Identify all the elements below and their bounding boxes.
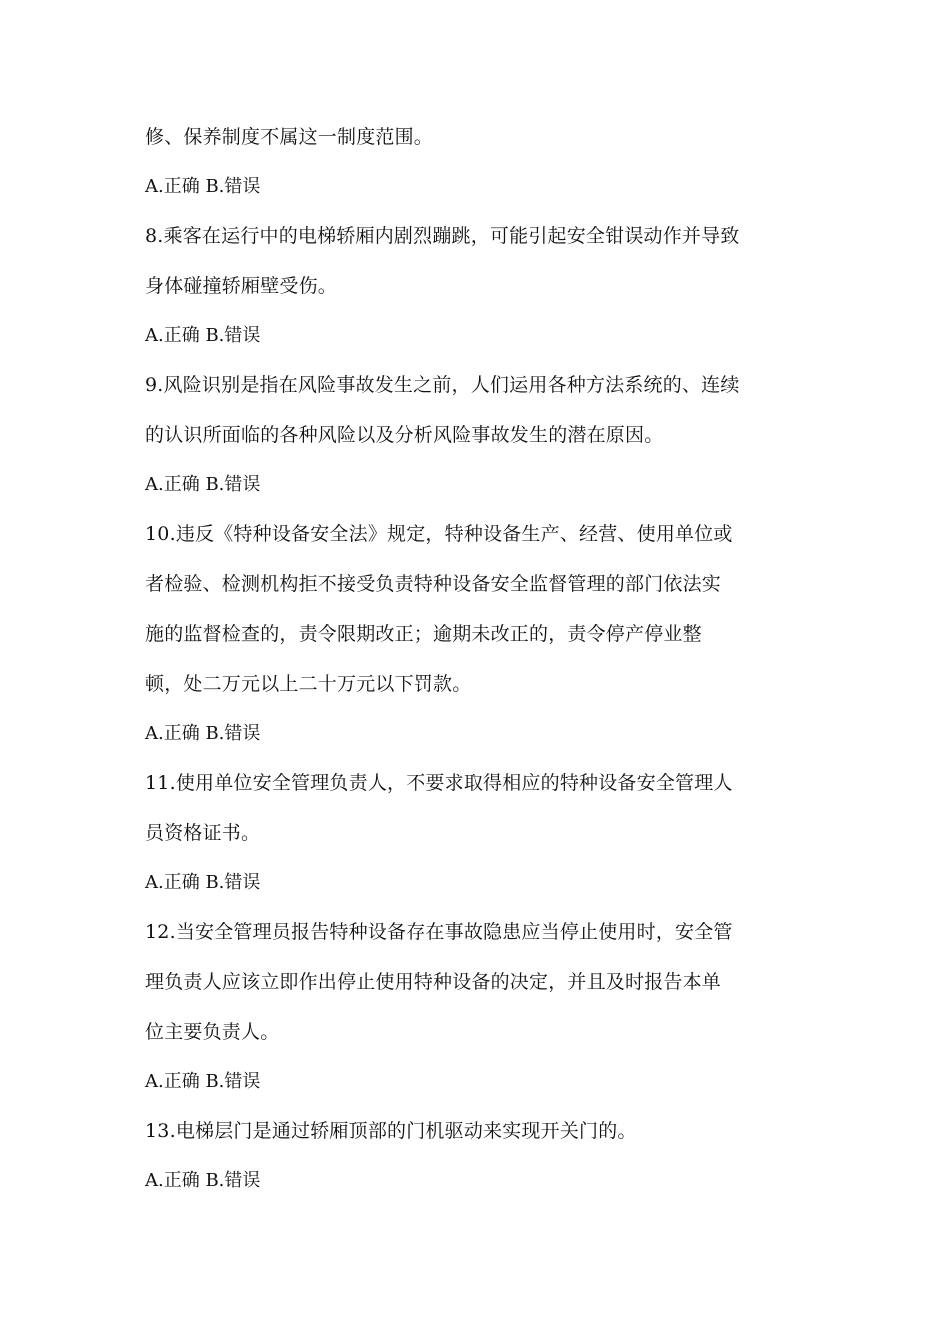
q10-text-line4: 顿，处二万元以上二十万元以下罚款。 <box>145 673 472 695</box>
q12-text-line3: 位主要负责人。 <box>145 1021 280 1043</box>
q13-text-line1: 13.电梯层门是通过轿厢顶部的门机驱动来实现开关门的。 <box>145 1120 637 1142</box>
q10-text-line3: 施的监督检查的，责令限期改正；逾期未改正的，责令停产停业整 <box>145 623 702 645</box>
q11-options: A.正确 B.错误 <box>145 872 261 893</box>
q9-text-line2: 的认识所面临的各种风险以及分析风险事故发生的潜在原因。 <box>145 424 664 446</box>
q13-options: A.正确 B.错误 <box>145 1170 261 1191</box>
q9-text-line1: 9.风险识别是指在风险事故发生之前，人们运用各种方法系统的、连续 <box>145 374 740 396</box>
q7-options: A.正确 B.错误 <box>145 176 261 197</box>
q12-text-line2: 理负责人应该立即作出停止使用特种设备的决定，并且及时报告本单 <box>145 971 722 993</box>
q10-text-line1: 10.违反《特种设备安全法》规定，特种设备生产、经营、使用单位或 <box>145 523 733 545</box>
q8-options: A.正确 B.错误 <box>145 325 261 346</box>
q12-text-line1: 12.当安全管理员报告特种设备存在事故隐患应当停止使用时，安全管 <box>145 921 733 943</box>
document-page <box>145 112 815 1205</box>
q10-options: A.正确 B.错误 <box>145 723 261 744</box>
q11-text-line2: 员资格证书。 <box>145 822 261 844</box>
q8-text-line1: 8.乘客在运行中的电梯轿厢内剧烈蹦跳，可能引起安全钳误动作并导致 <box>145 225 740 247</box>
q8-text-line2: 身体碰撞轿厢壁受伤。 <box>145 275 338 297</box>
q7-text-tail: 修、保养制度不属这一制度范围。 <box>145 126 434 148</box>
q11-text-line1: 11.使用单位安全管理负责人，不要求取得相应的特种设备安全管理人 <box>145 772 733 794</box>
q9-options: A.正确 B.错误 <box>145 474 261 495</box>
q10-text-line2: 者检验、检测机构拒不接受负责特种设备安全监督管理的部门依法实 <box>145 573 722 595</box>
q12-options: A.正确 B.错误 <box>145 1071 261 1092</box>
